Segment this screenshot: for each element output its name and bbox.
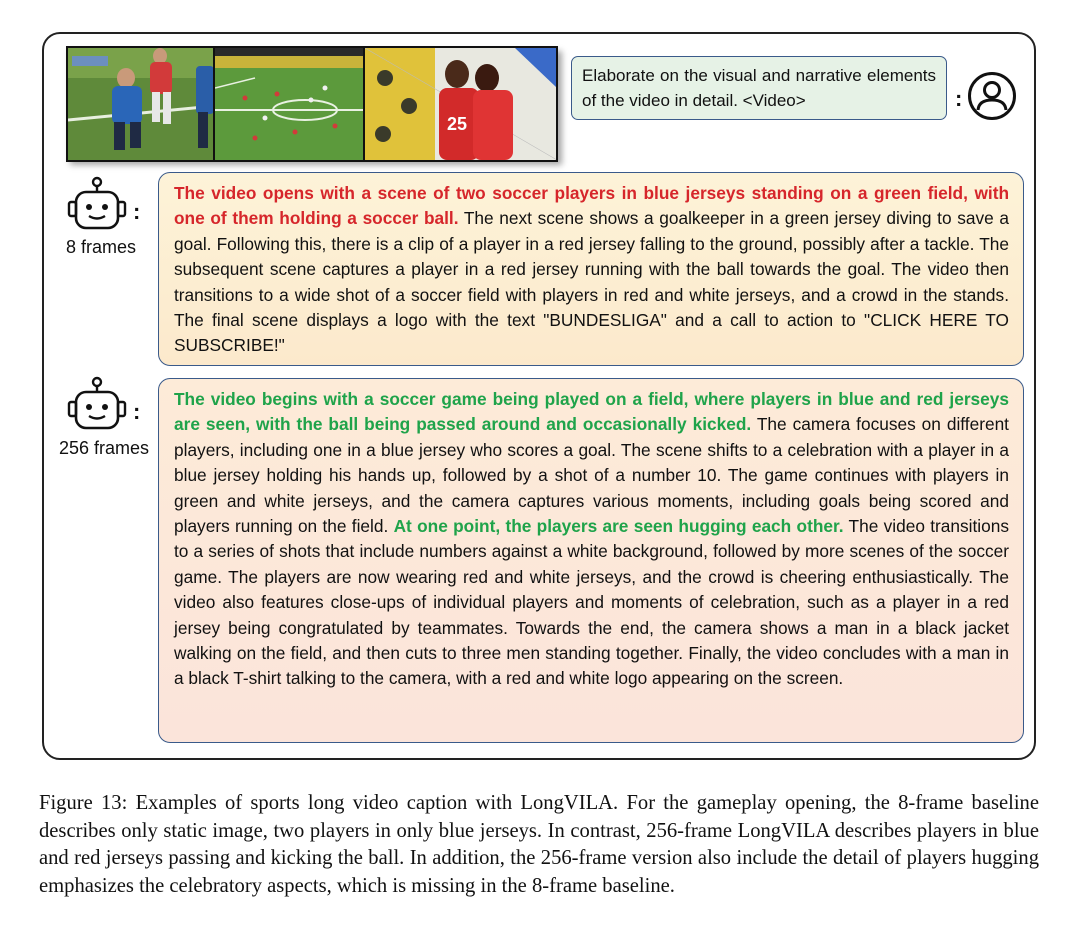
robot-1-label: 8 frames: [65, 237, 137, 257]
response-256-highlight-2: At one point, the players are seen hugging each other.: [393, 516, 844, 537]
robot-2-label: 256 frames: [58, 438, 150, 458]
video-frame-2: [215, 46, 364, 162]
response-256-text-1: The camera focuses on different players, including one in a blue jersey who scores a goal. The scene shifts to a celebration with a player in a blue jersey holding his hands up, followed by a shot of a number 10. The game continues with players in green and white jerseys, and the camera captures various moments, including goals being scored and players running on the field.: [174, 414, 1009, 537]
svg-text:25: 25: [446, 114, 467, 134]
response-8-frames: [158, 172, 1024, 366]
robot-1-colon: :: [133, 199, 141, 224]
user-avatar-icon: [967, 71, 1017, 121]
video-frame-3: [365, 46, 558, 162]
figure-caption: Figure 13: Examples of sports long video caption with LongVILA. For the gameplay opening, the 8-frame baseline describes only static image, two players in only blue jerseys. In contrast, 256-frame LongVILA describes players in blue and red jerseys passing and kicking the ball. In addition, the 256-frame version also include the detail of players hugging emphasizes the celebratory aspects, which is missing in the 8-frame baseline.: [39, 792, 1039, 897]
robot-icon: [66, 376, 128, 432]
response-256-frames: [158, 378, 1024, 743]
user-prompt-box: [571, 56, 947, 120]
robot-2-colon: :: [133, 399, 141, 424]
response-8-text: The next scene shows a goalkeeper in a green jersey diving to save a goal. Following this, there is a clip of a player in a red jersey falling to the ground, possibly after a tackle. The subsequent scene captures a player in a red jersey running with the ball towards the goal. The video then transitions to a wide shot of a soccer field with players in red and white jerseys, and a crowd in the stands. The final scene displays a logo with the text "BUNDESLIGA" and a call to action to "CLICK HERE TO SUBSCRIBE!": [174, 208, 1009, 356]
user-prompt-text: Elaborate on the visual and narrative elements of the video in detail. <Video>: [582, 66, 936, 110]
prompt-colon: :: [955, 86, 963, 111]
video-frame-1: [66, 46, 215, 162]
response-8-highlight: The video opens with a scene of two soccer players in blue jerseys standing on a green field, with one of them holding a soccer ball.: [174, 183, 1009, 229]
response-256-highlight-1: The video begins with a soccer game being played on a field, where players in blue and red jerseys are seen, with the ball being passed around and occasionally kicked.: [174, 389, 1009, 435]
robot-icon: [66, 176, 128, 232]
response-256-text-2: The video transitions to a series of shots that include numbers against a white background, followed by more scenes of the soccer game. The players are now wearing red and white jerseys, and the crowd is cheering enthusiastically. The video also features close-ups of individual players and moments of celebration, such as a player in a red jersey being congratulated by teammates. Towards the end, the camera shows a man in a black jacket walking on the field, and then cuts to three men standing together. Finally, the video concludes with a man in a black T-shirt talking to the camera, with a red and white logo appearing on the screen.: [174, 516, 1009, 689]
video-frames-strip: [66, 46, 558, 160]
